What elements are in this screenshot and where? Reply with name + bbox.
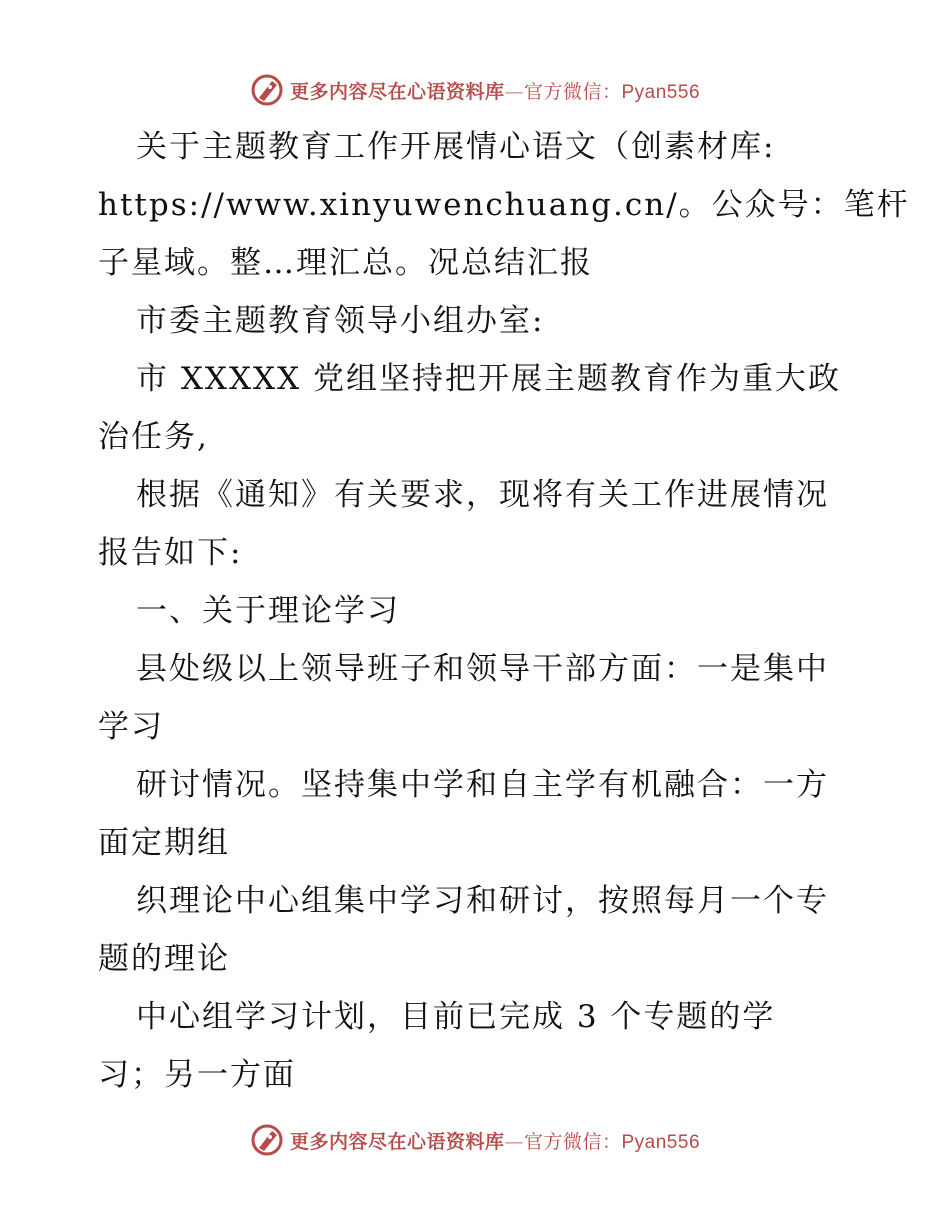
document-body — [98, 118, 910, 1104]
doc-line: 一、关于理论学习 — [136, 593, 400, 629]
pen-nib-logo-icon — [250, 73, 284, 107]
banner-label — [290, 1127, 700, 1154]
banner-label — [290, 77, 700, 104]
doc-line: 县处级以上领导班子和领导干部方面：一是集中 — [136, 651, 829, 687]
pen-nib-logo-icon — [250, 1123, 284, 1157]
banner-wechat: 官方微信：Pyan556 — [524, 81, 701, 103]
doc-line: 中心组学习计划，目前已完成 3 个专题的学 — [136, 999, 776, 1035]
doc-line: 面定期组 — [98, 825, 230, 861]
doc-line: 市委主题教育领导小组办室: — [136, 303, 545, 339]
banner-separator: — — [504, 80, 524, 103]
doc-line: 报告如下: — [98, 535, 243, 571]
doc-line: 关于主题教育工作开展情心语文（创素材库: — [136, 129, 776, 165]
banner-title: 更多内容尽在心语资料库 — [289, 80, 505, 103]
doc-line: 根据《通知》有关要求，现将有关工作进展情况 — [136, 477, 829, 513]
doc-line: 题的理论 — [98, 941, 230, 977]
banner-wechat: 官方微信：Pyan556 — [524, 1131, 701, 1153]
doc-line: 织理论中心组集中学习和研讨，按照每月一个专 — [136, 883, 829, 919]
doc-line: 习；另一方面 — [98, 1057, 296, 1093]
doc-line: 学习 — [98, 709, 164, 745]
banner-title: 更多内容尽在心语资料库 — [289, 1130, 505, 1153]
doc-line: 治任务, — [98, 419, 209, 455]
doc-line: 研讨情况。坚持集中学和自主学有机融合：一方 — [136, 767, 829, 803]
banner-separator: — — [504, 1130, 524, 1153]
footer-watermark-banner — [0, 1120, 950, 1160]
header-watermark-banner — [0, 70, 950, 110]
doc-line: https://www.xinyuwenchuang.cn/。公众号：笔杆 — [98, 187, 910, 223]
doc-line: 子星域。整…理汇总。况总结汇报 — [98, 245, 593, 281]
doc-line: 市 XXXXX 党组坚持把开展主题教育作为重大政 — [136, 361, 842, 397]
